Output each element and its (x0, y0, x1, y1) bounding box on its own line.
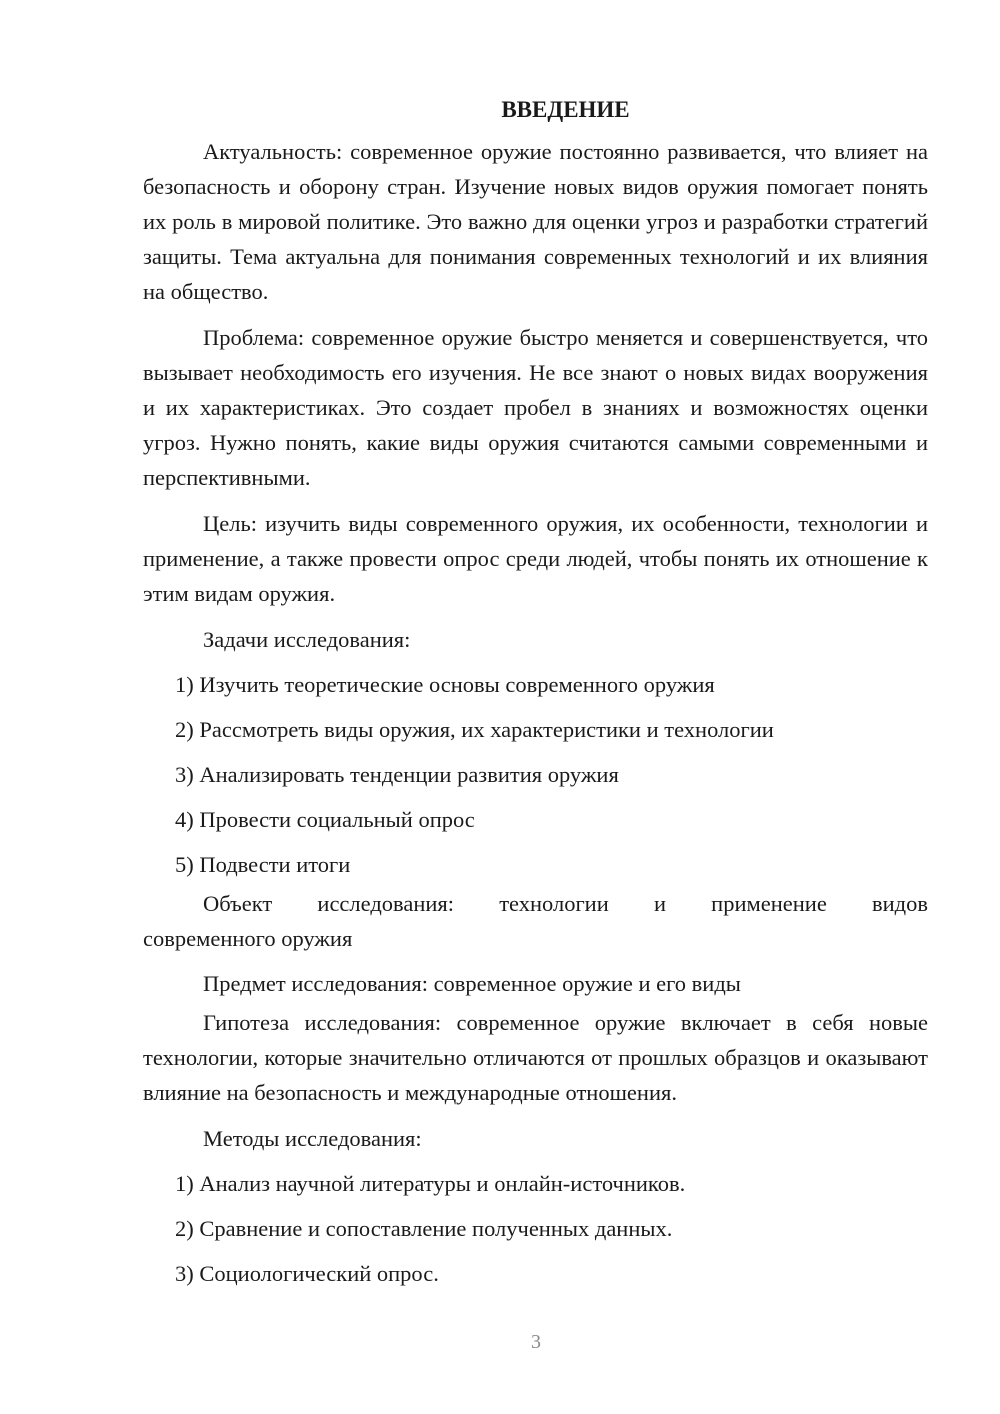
task-item: 5) Подвести итоги (175, 852, 351, 877)
subject-line: Предмет исследования: современное оружие и его виды (203, 971, 741, 996)
relevance-paragraph: Актуальность: современное оружие постоянно развивается, что влияет на безопасность и оборону стран. Изучение новых видов оружия помогает понять их роль в мировой политике. Это важно для оценки угроз и разработки стратегий защиты. Тема актуальна для понимания современных технологий и их влияния на общество. (143, 139, 928, 304)
goal-paragraph: Цель: изучить виды современного оружия, их особенности, технологии и применение, а также провести опрос среди людей, чтобы понять их отношение к этим видам оружия. (143, 511, 928, 606)
page-title: ВВЕДЕНИЕ (501, 97, 630, 122)
methods-heading: Методы исследования: (203, 1126, 422, 1151)
method-item: 1) Анализ научной литературы и онлайн-источников. (175, 1171, 686, 1196)
page-number: 3 (531, 1331, 541, 1353)
problem-paragraph: Проблема: современное оружие быстро меняется и совершенствуется, что вызывает необходимость его изучения. Не все знают о новых видах вооружения и их характеристиках. Это создает пробел в знаниях и возможностях оценки угроз. Нужно понять, какие виды оружия считаются самыми современными и перспективными. (143, 325, 928, 490)
object-line-continued: современного оружия (143, 926, 353, 951)
tasks-heading: Задачи исследования: (203, 627, 411, 652)
task-item: 4) Провести социальный опрос (175, 807, 475, 832)
document-page (143, 90, 928, 1291)
method-item: 3) Социологический опрос. (175, 1261, 439, 1286)
task-item: 1) Изучить теоретические основы современного оружия (175, 672, 715, 697)
task-item: 3) Анализировать тенденции развития оружия (175, 762, 619, 787)
object-line: Объект исследования: технологии и применение видов (203, 891, 928, 916)
method-item: 2) Сравнение и сопоставление полученных данных. (175, 1216, 673, 1241)
task-item: 2) Рассмотреть виды оружия, их характеристики и технологии (175, 717, 774, 742)
hypothesis-paragraph: Гипотеза исследования: современное оружие включает в себя новые технологии, которые значительно отличаются от прошлых образцов и оказывают влияние на безопасность и международные отношения. (143, 1010, 928, 1105)
